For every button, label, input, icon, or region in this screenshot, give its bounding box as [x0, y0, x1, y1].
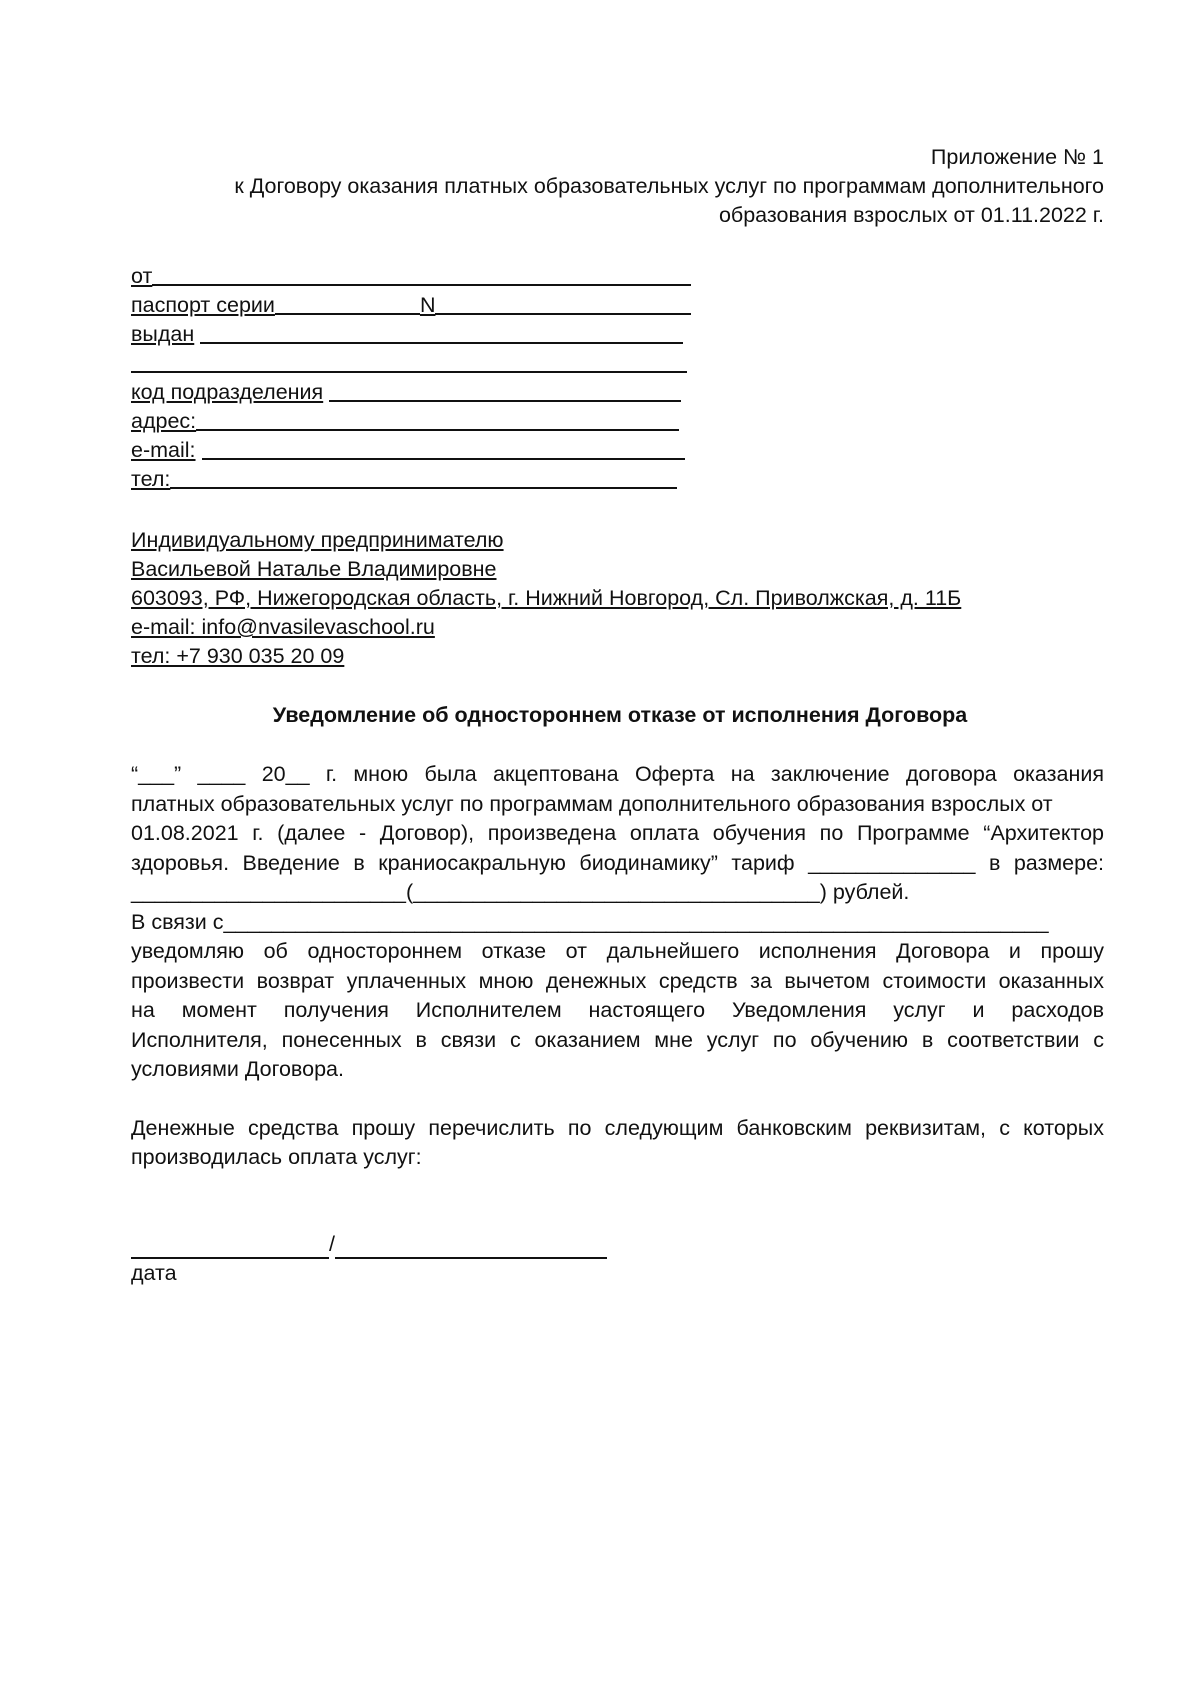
paragraph-gap — [131, 1085, 1104, 1114]
paragraph-line: В связи с_____________________________________________________________________ — [131, 909, 1049, 934]
signature-separator: / — [329, 1232, 335, 1256]
paragraph-line: условиями Договора. — [131, 1057, 344, 1081]
issued-line — [131, 320, 691, 349]
phone-field[interactable] — [170, 465, 677, 489]
passport-number-label: N — [419, 293, 436, 317]
paragraph-line: 01.08.2021 г. (далее - Договор), произведена оплата обучения по Программе “Архитектор — [131, 821, 1104, 845]
paragraph-line: Денежные средства прошу перечислить по следующим банковским реквизитам, с которых — [131, 1115, 1104, 1140]
recipient-block — [131, 526, 961, 671]
paragraph-line: здоровья. Введение в краниосакральную биодинамику” тариф ______________ в размере: — [131, 850, 1104, 875]
address-label: адрес: — [131, 409, 197, 433]
date-label: дата — [131, 1261, 177, 1285]
signature-line — [131, 1230, 607, 1259]
phone-label: тел: — [131, 467, 171, 491]
passport-line — [131, 291, 691, 320]
from-label: от — [131, 264, 153, 288]
recipient-address: 603093, РФ, Нижегородская область, г. Нижний Новгород, Сл. Приволжская, д. 11Б — [131, 586, 962, 610]
passport-series-field[interactable] — [275, 291, 420, 315]
division-code-field[interactable] — [329, 378, 681, 402]
paragraph-line: произвести возврат уплаченных мною денежных средств за вычетом стоимости оказанных — [131, 968, 1104, 993]
email-field[interactable] — [202, 436, 685, 460]
date-field[interactable] — [131, 1235, 329, 1259]
appendix-contract-ref: к Договору оказания платных образовательных услуг по программам дополнительного — [234, 174, 1104, 198]
sender-block — [131, 262, 691, 494]
recipient-title: Индивидуальному предпринимателю — [131, 528, 504, 552]
recipient-email: e-mail: info@nvasilevaschool.ru — [131, 615, 435, 639]
appendix-header — [174, 143, 1104, 230]
paragraph-line: “___” ____ 20__ г. мною была акцептована Оферта на заключение договора оказания — [131, 762, 1104, 786]
paragraph-line: платных образовательных услуг по программам дополнительного образования взрослых от — [131, 791, 1053, 816]
recipient-phone: тел: +7 930 035 20 09 — [131, 644, 345, 668]
issued-continuation-line — [131, 349, 691, 378]
notice-body — [131, 760, 1104, 1173]
paragraph-line: уведомляю об одностороннем отказе от дальнейшего исполнения Договора и прошу — [131, 939, 1104, 963]
address-field[interactable] — [196, 407, 679, 431]
appendix-contract-date: образования взрослых от 01.11.2022 г. — [718, 203, 1104, 227]
from-field[interactable] — [152, 262, 691, 286]
paragraph-line: на момент получения Исполнителем настоящего Уведомления услуг и расходов — [131, 998, 1104, 1022]
signature-block — [131, 1230, 607, 1288]
phone-line — [131, 465, 691, 494]
issued-label: выдан — [131, 322, 195, 346]
issued-continuation-field[interactable] — [131, 349, 687, 373]
email-label: e-mail: — [131, 438, 196, 462]
division-code-line — [131, 378, 691, 407]
passport-series-label: паспорт серии — [131, 293, 275, 317]
recipient-name: Васильевой Наталье Владимировне — [131, 557, 497, 581]
issued-field[interactable] — [200, 320, 683, 344]
paragraph-line: _______________________(__________________________________) рублей. — [131, 880, 910, 904]
address-line — [131, 407, 691, 436]
from-line — [131, 262, 691, 291]
passport-number-field[interactable] — [435, 291, 691, 315]
paragraph-line: производилась оплата услуг: — [131, 1145, 422, 1169]
email-line — [131, 436, 691, 465]
signature-field[interactable] — [335, 1235, 607, 1259]
notice-title: Уведомление об одностороннем отказе от исполнения Договора — [272, 703, 968, 727]
paragraph-line: Исполнителя, понесенных в связи с оказанием мне услуг по обучению в соответствии с — [131, 1027, 1104, 1052]
division-code-label: код подразделения — [131, 380, 324, 404]
appendix-number: Приложение № 1 — [930, 145, 1104, 169]
